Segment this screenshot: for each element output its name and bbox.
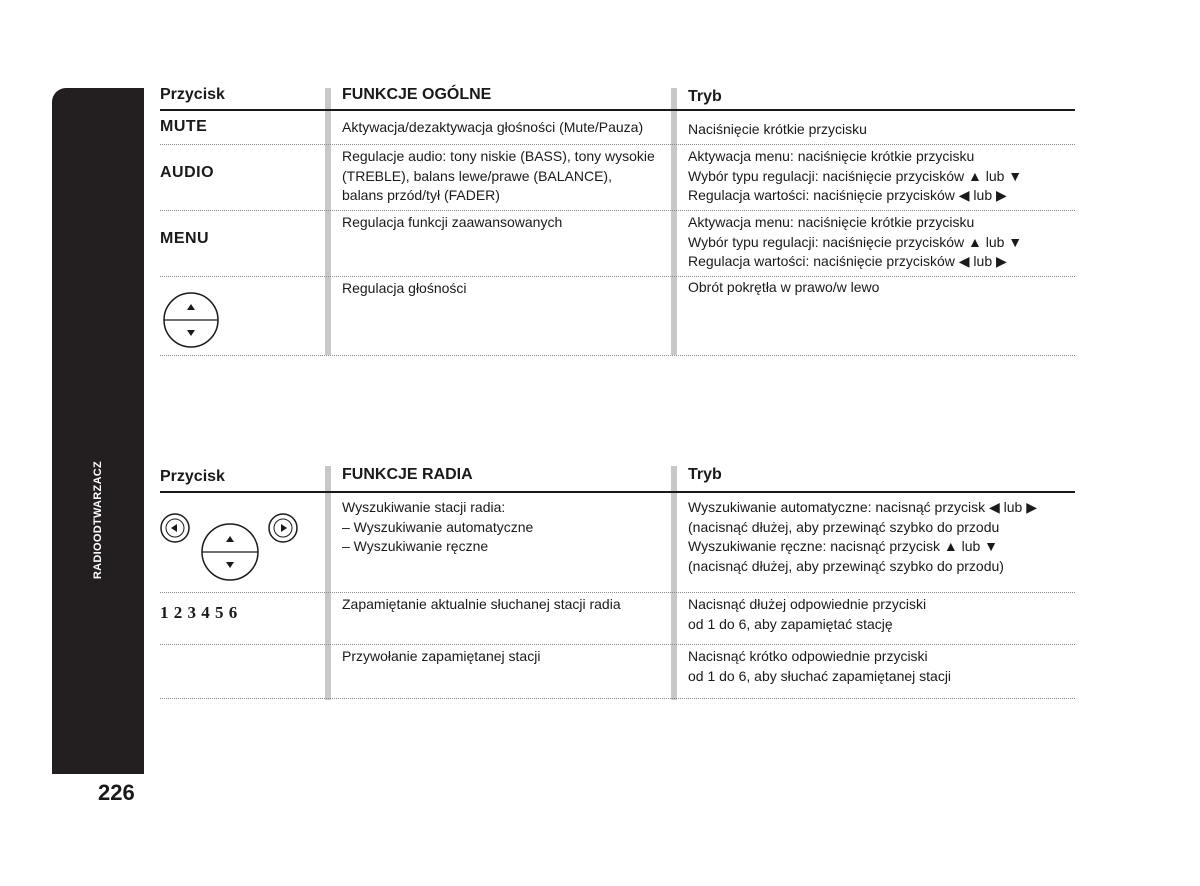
mode-text: Naciśnięcie krótkie przycisku bbox=[688, 121, 867, 137]
side-tab-label: RADIOODTWARZACZ bbox=[92, 460, 104, 580]
row-divider bbox=[160, 644, 1075, 645]
mode-text: Aktywacja menu: naciśnięcie krótkie przycisku Wybór typu regulacji: naciśnięcie przycisków ▲ lub ▼ Regulacja wartości: naciśnięcie przycisków ◀ lub ▶ bbox=[688, 214, 1023, 269]
function-text: Regulacja funkcji zaawansowanych bbox=[342, 214, 563, 230]
row-divider bbox=[160, 276, 1075, 277]
volume-knob-icon bbox=[162, 291, 220, 349]
function-text: Wyszukiwanie stacji radia: – Wyszukiwanie automatyczne – Wyszukiwanie ręczne bbox=[342, 499, 534, 554]
header-functions: FUNKCJE RADIA bbox=[342, 466, 473, 483]
header-mode: Tryb bbox=[688, 466, 722, 483]
header-button: Przycisk bbox=[160, 86, 225, 103]
header-rule bbox=[160, 491, 1075, 493]
key-mute: MUTE bbox=[160, 118, 208, 135]
page-number: 226 bbox=[98, 780, 135, 805]
row-divider bbox=[160, 698, 1075, 699]
function-text: Przywołanie zapamiętanej stacji bbox=[342, 648, 541, 664]
mode-text: Nacisnąć krótko odpowiednie przyciski od 1 do 6, aby słuchać zapamiętanej stacji bbox=[688, 648, 952, 684]
function-text: Regulacje audio: tony niskie (BASS), tony wysokie (TREBLE), balans lewe/prawe (BALANCE), balans przód/tył (FADER) bbox=[342, 148, 655, 203]
row-divider bbox=[160, 355, 1075, 356]
key-menu: MENU bbox=[160, 230, 210, 247]
mode-text: Wyszukiwanie automatyczne: nacisnąć przycisk ◀ lub ▶ (nacisnąć dłużej, aby przewinąć szybko do przodu Wyszukiwanie ręczne: nacisnąć przycisk ▲ lub ▼ (nacisnąć dłużej, aby przewinąć szybko do przodu) bbox=[688, 499, 1037, 574]
header-rule bbox=[160, 109, 1075, 111]
general-functions-table bbox=[160, 80, 1075, 360]
header-functions: FUNKCJE OGÓLNE bbox=[342, 86, 492, 103]
mode-text: Aktywacja menu: naciśnięcie krótkie przycisku Wybór typu regulacji: naciśnięcie przycisków ▲ lub ▼ Regulacja wartości: naciśnięcie przycisków ◀ lub ▶ bbox=[688, 148, 1023, 203]
row-divider bbox=[160, 210, 1075, 211]
row-divider bbox=[160, 592, 1075, 593]
key-audio: AUDIO bbox=[160, 164, 215, 181]
mode-text: Obrót pokrętła w prawo/w lewo bbox=[688, 279, 880, 295]
mode-text: Nacisnąć dłużej odpowiednie przyciski od 1 do 6, aby zapamiętać stację bbox=[688, 596, 927, 632]
header-mode: Tryb bbox=[688, 88, 722, 105]
side-tab bbox=[52, 88, 144, 774]
function-text: Aktywacja/dezaktywacja głośności (Mute/Pauza) bbox=[342, 119, 644, 135]
key-presets: 1 2 3 4 5 6 bbox=[160, 603, 238, 622]
row-divider bbox=[160, 144, 1075, 145]
seek-buttons-icon bbox=[160, 513, 300, 583]
column-divider bbox=[325, 466, 331, 700]
function-text: Zapamiętanie aktualnie słuchanej stacji radia bbox=[342, 596, 621, 612]
header-button: Przycisk bbox=[160, 468, 225, 485]
column-divider bbox=[325, 88, 331, 355]
function-text: Regulacja głośności bbox=[342, 280, 467, 296]
radio-functions-table bbox=[160, 460, 1075, 705]
